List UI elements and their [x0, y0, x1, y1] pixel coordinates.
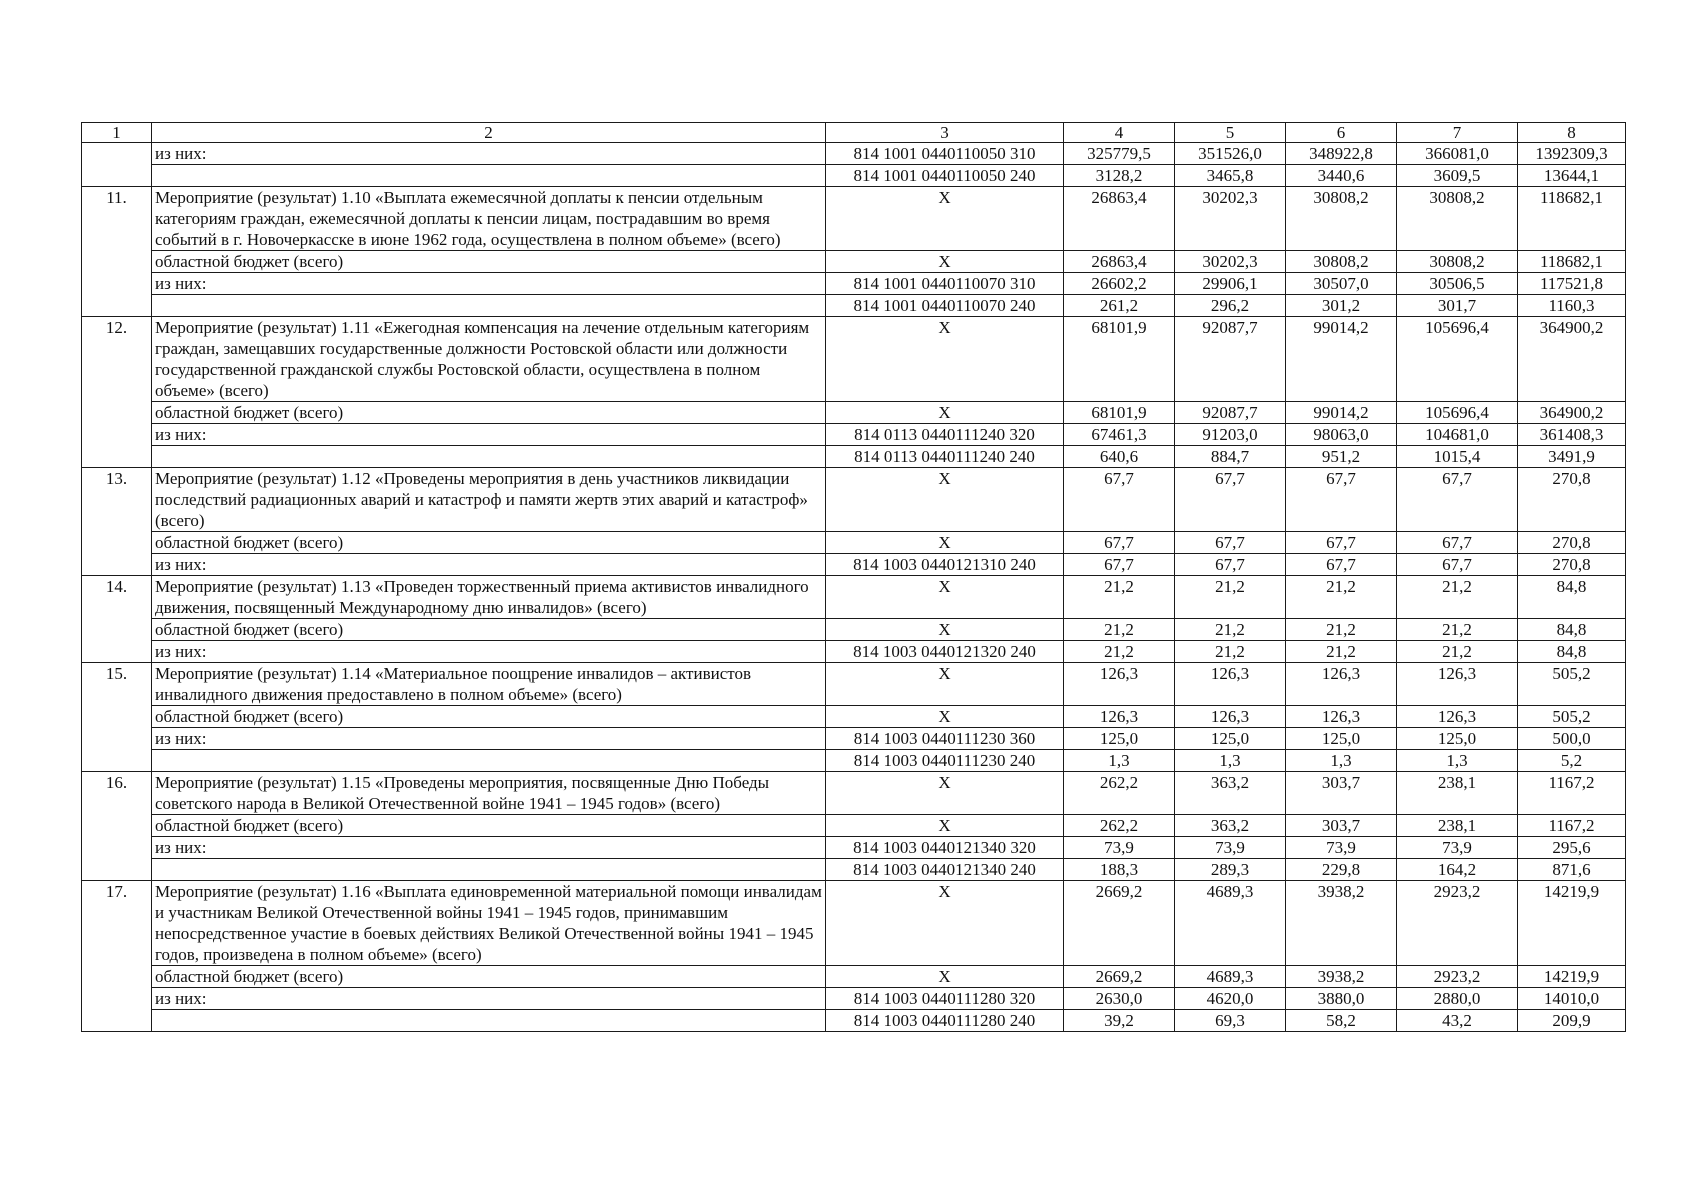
amount-cell-v8: 118682,1 [1518, 187, 1626, 251]
amount-cell-v8: 1167,2 [1518, 772, 1626, 815]
amount-cell-v8: 84,8 [1518, 619, 1626, 641]
amount-cell-v5: 67,7 [1175, 468, 1286, 532]
table-row [82, 295, 1626, 317]
item-description: из них: [152, 554, 826, 576]
amount-cell-v6: 21,2 [1286, 641, 1397, 663]
amount-cell-v5: 1,3 [1175, 750, 1286, 772]
budget-code: 814 1003 0440111230 360 [826, 728, 1064, 750]
amount-cell-v8: 13644,1 [1518, 165, 1626, 187]
amount-cell-v5: 363,2 [1175, 815, 1286, 837]
row-number: 12. [82, 317, 152, 468]
item-description: Мероприятие (результат) 1.11 «Ежегодная компенсация на лечение отдельным категориям граждан, замещавших государственные должности Ростовской области или должности государственной гражданской службы Ростовской области, осуществлена в полном объеме» (всего) [152, 317, 826, 402]
amount-cell-v4: 126,3 [1064, 706, 1175, 728]
amount-cell-v5: 30202,3 [1175, 187, 1286, 251]
item-description: Мероприятие (результат) 1.12 «Проведены мероприятия в день участников ликвидации последствий радиационных аварий и катастроф и памяти жертв этих аварий и катастроф» (всего) [152, 468, 826, 532]
amount-cell-v8: 505,2 [1518, 663, 1626, 706]
amount-cell-v5: 67,7 [1175, 532, 1286, 554]
item-description: областной бюджет (всего) [152, 815, 826, 837]
amount-cell-v5: 351526,0 [1175, 143, 1286, 165]
table-row [82, 859, 1626, 881]
column-header: 3 [826, 123, 1064, 143]
table-row [82, 772, 1626, 815]
amount-cell-v5: 126,3 [1175, 706, 1286, 728]
amount-cell-v4: 73,9 [1064, 837, 1175, 859]
amount-cell-v6: 30507,0 [1286, 273, 1397, 295]
amount-cell-v5: 4620,0 [1175, 988, 1286, 1010]
amount-cell-v7: 238,1 [1397, 815, 1518, 837]
amount-cell-v4: 3128,2 [1064, 165, 1175, 187]
amount-cell-v7: 126,3 [1397, 706, 1518, 728]
budget-code: 814 0113 0440111240 240 [826, 446, 1064, 468]
item-description: из них: [152, 424, 826, 446]
table-row [82, 251, 1626, 273]
item-description [152, 446, 826, 468]
amount-cell-v5: 67,7 [1175, 554, 1286, 576]
amount-cell-v6: 3440,6 [1286, 165, 1397, 187]
budget-code: 814 1001 0440110070 240 [826, 295, 1064, 317]
amount-cell-v8: 270,8 [1518, 532, 1626, 554]
budget-code: 814 1003 0440111280 320 [826, 988, 1064, 1010]
item-description [152, 1010, 826, 1032]
amount-cell-v8: 361408,3 [1518, 424, 1626, 446]
amount-cell-v7: 67,7 [1397, 468, 1518, 532]
budget-code: 814 1001 0440110050 310 [826, 143, 1064, 165]
column-header: 4 [1064, 123, 1175, 143]
amount-cell-v7: 125,0 [1397, 728, 1518, 750]
amount-cell-v6: 303,7 [1286, 772, 1397, 815]
item-description: из них: [152, 641, 826, 663]
amount-cell-v7: 126,3 [1397, 663, 1518, 706]
amount-cell-v4: 26602,2 [1064, 273, 1175, 295]
amount-cell-v4: 188,3 [1064, 859, 1175, 881]
table-row [82, 837, 1626, 859]
table-row [82, 1010, 1626, 1032]
item-description: Мероприятие (результат) 1.10 «Выплата ежемесячной доплаты к пенсии отдельным категориям граждан, ежемесячной доплаты к пенсии лицам, пострадавшим во время событий в г. Новочеркасске в июне 1962 года, осуществлена в полном объеме» (всего) [152, 187, 826, 251]
amount-cell-v4: 68101,9 [1064, 317, 1175, 402]
item-description: Мероприятие (результат) 1.16 «Выплата единовременной материальной помощи инвалидам и участникам Великой Отечественной войны 1941 – 1945 годов, принимавшим непосредственное участие в боевых действиях Великой Отечественной войны 1941 – 1945 годов, произведена в полном объеме» (всего) [152, 881, 826, 966]
budget-code: 814 1003 0440121320 240 [826, 641, 1064, 663]
table-row [82, 619, 1626, 641]
budget-code: 814 1001 0440110050 240 [826, 165, 1064, 187]
table-row [82, 881, 1626, 966]
amount-cell-v5: 125,0 [1175, 728, 1286, 750]
budget-code: 814 1001 0440110070 310 [826, 273, 1064, 295]
amount-cell-v7: 1,3 [1397, 750, 1518, 772]
amount-cell-v6: 3938,2 [1286, 966, 1397, 988]
table-row [82, 468, 1626, 532]
item-description [152, 750, 826, 772]
amount-cell-v7: 2923,2 [1397, 966, 1518, 988]
amount-cell-v6: 58,2 [1286, 1010, 1397, 1032]
table-row [82, 988, 1626, 1010]
item-description: Мероприятие (результат) 1.15 «Проведены мероприятия, посвященные Дню Победы советского народа в Великой Отечественной войне 1941 – 1945 годов» (всего) [152, 772, 826, 815]
amount-cell-v8: 295,6 [1518, 837, 1626, 859]
amount-cell-v8: 14219,9 [1518, 966, 1626, 988]
item-description: из них: [152, 273, 826, 295]
table-row [82, 554, 1626, 576]
amount-cell-v8: 1167,2 [1518, 815, 1626, 837]
amount-cell-v8: 500,0 [1518, 728, 1626, 750]
amount-cell-v8: 84,8 [1518, 641, 1626, 663]
amount-cell-v4: 21,2 [1064, 576, 1175, 619]
amount-cell-v6: 67,7 [1286, 554, 1397, 576]
amount-cell-v6: 21,2 [1286, 576, 1397, 619]
amount-cell-v7: 30506,5 [1397, 273, 1518, 295]
row-number [82, 143, 152, 187]
amount-cell-v7: 105696,4 [1397, 317, 1518, 402]
table-row [82, 532, 1626, 554]
item-description: из них: [152, 728, 826, 750]
amount-cell-v6: 126,3 [1286, 663, 1397, 706]
table-body [82, 123, 1626, 1032]
amount-cell-v4: 67,7 [1064, 554, 1175, 576]
amount-cell-v6: 30808,2 [1286, 251, 1397, 273]
amount-cell-v4: 2630,0 [1064, 988, 1175, 1010]
amount-cell-v8: 14219,9 [1518, 881, 1626, 966]
amount-cell-v6: 301,2 [1286, 295, 1397, 317]
amount-cell-v5: 21,2 [1175, 641, 1286, 663]
amount-cell-v4: 2669,2 [1064, 966, 1175, 988]
amount-cell-v8: 84,8 [1518, 576, 1626, 619]
column-header: 6 [1286, 123, 1397, 143]
amount-cell-v7: 21,2 [1397, 619, 1518, 641]
amount-cell-v7: 238,1 [1397, 772, 1518, 815]
header-row [82, 123, 1626, 143]
amount-cell-v4: 262,2 [1064, 815, 1175, 837]
amount-cell-v8: 5,2 [1518, 750, 1626, 772]
amount-cell-v5: 884,7 [1175, 446, 1286, 468]
item-description [152, 859, 826, 881]
amount-cell-v6: 951,2 [1286, 446, 1397, 468]
item-description: из них: [152, 837, 826, 859]
budget-code: 814 1003 0440121340 320 [826, 837, 1064, 859]
amount-cell-v8: 270,8 [1518, 468, 1626, 532]
budget-code: X [826, 187, 1064, 251]
amount-cell-v4: 67461,3 [1064, 424, 1175, 446]
row-number: 14. [82, 576, 152, 663]
amount-cell-v6: 3938,2 [1286, 881, 1397, 966]
budget-code: X [826, 619, 1064, 641]
budget-code: X [826, 966, 1064, 988]
amount-cell-v7: 67,7 [1397, 554, 1518, 576]
amount-cell-v7: 21,2 [1397, 576, 1518, 619]
item-description [152, 295, 826, 317]
amount-cell-v5: 29906,1 [1175, 273, 1286, 295]
amount-cell-v4: 67,7 [1064, 532, 1175, 554]
amount-cell-v8: 505,2 [1518, 706, 1626, 728]
amount-cell-v7: 104681,0 [1397, 424, 1518, 446]
amount-cell-v6: 67,7 [1286, 468, 1397, 532]
amount-cell-v7: 164,2 [1397, 859, 1518, 881]
budget-code: 814 1003 0440121310 240 [826, 554, 1064, 576]
column-header: 2 [152, 123, 826, 143]
item-description: областной бюджет (всего) [152, 706, 826, 728]
amount-cell-v4: 261,2 [1064, 295, 1175, 317]
amount-cell-v7: 30808,2 [1397, 251, 1518, 273]
budget-code: 814 1003 0440111280 240 [826, 1010, 1064, 1032]
amount-cell-v7: 3609,5 [1397, 165, 1518, 187]
row-number: 15. [82, 663, 152, 772]
amount-cell-v4: 26863,4 [1064, 187, 1175, 251]
amount-cell-v8: 364900,2 [1518, 317, 1626, 402]
table-row [82, 750, 1626, 772]
table-row [82, 402, 1626, 424]
column-header: 8 [1518, 123, 1626, 143]
budget-code: 814 1003 0440111230 240 [826, 750, 1064, 772]
amount-cell-v8: 117521,8 [1518, 273, 1626, 295]
budget-code: X [826, 706, 1064, 728]
amount-cell-v7: 1015,4 [1397, 446, 1518, 468]
amount-cell-v6: 21,2 [1286, 619, 1397, 641]
amount-cell-v5: 4689,3 [1175, 881, 1286, 966]
item-description: областной бюджет (всего) [152, 619, 826, 641]
budget-code: 814 0113 0440111240 320 [826, 424, 1064, 446]
amount-cell-v6: 98063,0 [1286, 424, 1397, 446]
amount-cell-v8: 364900,2 [1518, 402, 1626, 424]
budget-code: X [826, 251, 1064, 273]
amount-cell-v7: 105696,4 [1397, 402, 1518, 424]
amount-cell-v6: 125,0 [1286, 728, 1397, 750]
amount-cell-v4: 640,6 [1064, 446, 1175, 468]
budget-code: X [826, 402, 1064, 424]
amount-cell-v5: 91203,0 [1175, 424, 1286, 446]
amount-cell-v7: 73,9 [1397, 837, 1518, 859]
row-number: 16. [82, 772, 152, 881]
item-description: областной бюджет (всего) [152, 966, 826, 988]
amount-cell-v6: 303,7 [1286, 815, 1397, 837]
amount-cell-v4: 68101,9 [1064, 402, 1175, 424]
amount-cell-v8: 871,6 [1518, 859, 1626, 881]
amount-cell-v7: 43,2 [1397, 1010, 1518, 1032]
amount-cell-v7: 21,2 [1397, 641, 1518, 663]
amount-cell-v6: 229,8 [1286, 859, 1397, 881]
item-description [152, 165, 826, 187]
amount-cell-v7: 2923,2 [1397, 881, 1518, 966]
amount-cell-v6: 99014,2 [1286, 402, 1397, 424]
amount-cell-v5: 92087,7 [1175, 317, 1286, 402]
amount-cell-v6: 126,3 [1286, 706, 1397, 728]
amount-cell-v4: 21,2 [1064, 641, 1175, 663]
row-number: 13. [82, 468, 152, 576]
amount-cell-v6: 73,9 [1286, 837, 1397, 859]
amount-cell-v8: 118682,1 [1518, 251, 1626, 273]
table-row [82, 424, 1626, 446]
amount-cell-v4: 26863,4 [1064, 251, 1175, 273]
row-number: 11. [82, 187, 152, 317]
table-row [82, 187, 1626, 251]
table-row [82, 273, 1626, 295]
column-header: 1 [82, 123, 152, 143]
item-description: из них: [152, 988, 826, 1010]
amount-cell-v8: 3491,9 [1518, 446, 1626, 468]
amount-cell-v8: 270,8 [1518, 554, 1626, 576]
item-description: Мероприятие (результат) 1.13 «Проведен торжественный приема активистов инвалидного движения, посвященный Международному дню инвалидов» (всего) [152, 576, 826, 619]
amount-cell-v5: 69,3 [1175, 1010, 1286, 1032]
amount-cell-v4: 2669,2 [1064, 881, 1175, 966]
amount-cell-v8: 209,9 [1518, 1010, 1626, 1032]
item-description: областной бюджет (всего) [152, 251, 826, 273]
amount-cell-v7: 301,7 [1397, 295, 1518, 317]
table-row [82, 966, 1626, 988]
table-row [82, 446, 1626, 468]
amount-cell-v4: 39,2 [1064, 1010, 1175, 1032]
table-row [82, 706, 1626, 728]
budget-code: 814 1003 0440121340 240 [826, 859, 1064, 881]
amount-cell-v4: 126,3 [1064, 663, 1175, 706]
amount-cell-v8: 1392309,3 [1518, 143, 1626, 165]
amount-cell-v4: 67,7 [1064, 468, 1175, 532]
amount-cell-v8: 1160,3 [1518, 295, 1626, 317]
amount-cell-v7: 366081,0 [1397, 143, 1518, 165]
amount-cell-v5: 21,2 [1175, 619, 1286, 641]
item-description: областной бюджет (всего) [152, 532, 826, 554]
budget-table [81, 122, 1626, 1032]
budget-code: X [826, 317, 1064, 402]
row-number: 17. [82, 881, 152, 1032]
amount-cell-v7: 67,7 [1397, 532, 1518, 554]
budget-code: X [826, 468, 1064, 532]
table-row [82, 143, 1626, 165]
table-row [82, 728, 1626, 750]
budget-code: X [826, 772, 1064, 815]
amount-cell-v6: 3880,0 [1286, 988, 1397, 1010]
budget-code: X [826, 663, 1064, 706]
amount-cell-v5: 126,3 [1175, 663, 1286, 706]
item-description: из них: [152, 143, 826, 165]
amount-cell-v7: 30808,2 [1397, 187, 1518, 251]
table-row [82, 815, 1626, 837]
amount-cell-v4: 1,3 [1064, 750, 1175, 772]
amount-cell-v5: 92087,7 [1175, 402, 1286, 424]
budget-code: X [826, 881, 1064, 966]
amount-cell-v5: 296,2 [1175, 295, 1286, 317]
amount-cell-v6: 1,3 [1286, 750, 1397, 772]
table-row [82, 663, 1626, 706]
amount-cell-v5: 21,2 [1175, 576, 1286, 619]
amount-cell-v5: 3465,8 [1175, 165, 1286, 187]
column-header: 5 [1175, 123, 1286, 143]
amount-cell-v4: 125,0 [1064, 728, 1175, 750]
amount-cell-v5: 289,3 [1175, 859, 1286, 881]
amount-cell-v6: 30808,2 [1286, 187, 1397, 251]
table-row [82, 165, 1626, 187]
item-description: областной бюджет (всего) [152, 402, 826, 424]
amount-cell-v6: 67,7 [1286, 532, 1397, 554]
amount-cell-v4: 325779,5 [1064, 143, 1175, 165]
amount-cell-v4: 21,2 [1064, 619, 1175, 641]
budget-code: X [826, 815, 1064, 837]
amount-cell-v8: 14010,0 [1518, 988, 1626, 1010]
amount-cell-v6: 99014,2 [1286, 317, 1397, 402]
amount-cell-v6: 348922,8 [1286, 143, 1397, 165]
item-description: Мероприятие (результат) 1.14 «Материальное поощрение инвалидов – активистов инвалидного движения предоставлено в полном объеме» (всего) [152, 663, 826, 706]
amount-cell-v7: 2880,0 [1397, 988, 1518, 1010]
amount-cell-v4: 262,2 [1064, 772, 1175, 815]
amount-cell-v5: 363,2 [1175, 772, 1286, 815]
amount-cell-v5: 30202,3 [1175, 251, 1286, 273]
amount-cell-v5: 4689,3 [1175, 966, 1286, 988]
amount-cell-v5: 73,9 [1175, 837, 1286, 859]
table-row [82, 576, 1626, 619]
column-header: 7 [1397, 123, 1518, 143]
table-row [82, 317, 1626, 402]
budget-code: X [826, 532, 1064, 554]
table-row [82, 641, 1626, 663]
budget-code: X [826, 576, 1064, 619]
